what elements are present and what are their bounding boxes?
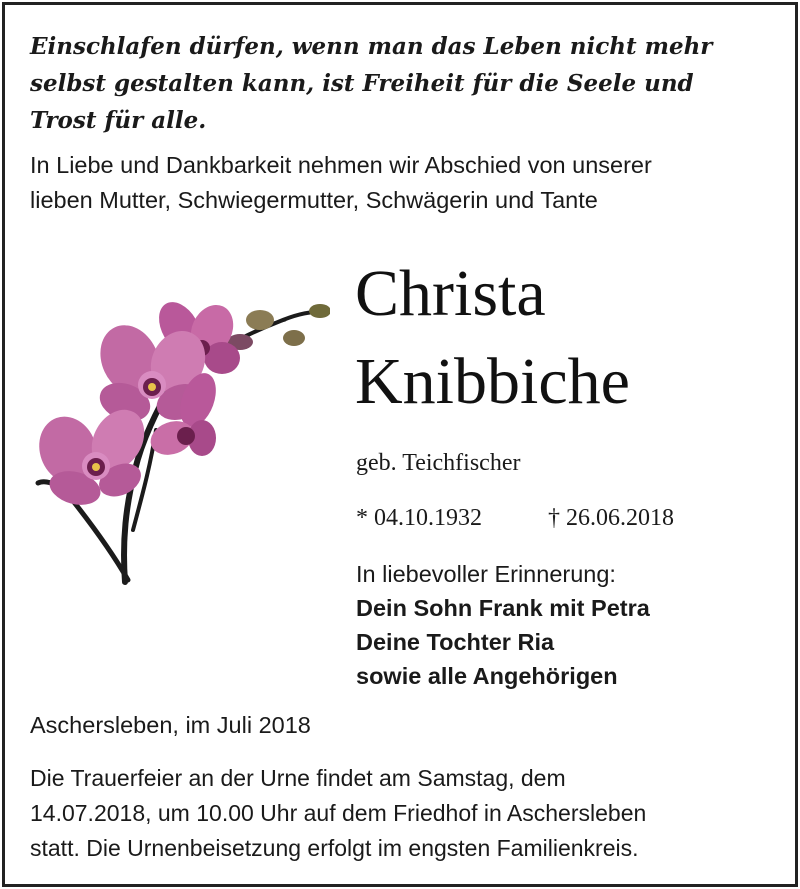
opening-quote [30,28,770,139]
quote-line: selbst gestalten kann, ist Freiheit für die Seele und [30,70,694,97]
orchid-bud [246,310,274,330]
place-and-date: Aschersleben, im Juli 2018 [30,712,311,738]
orchid-flower-icon [30,290,330,590]
mourners-block [356,557,650,693]
ceremony-line: statt. Die Urnenbeisetzung erfolgt im engsten Familienkreis. [30,835,639,861]
funeral-details [30,761,775,866]
orchid-blossom [30,400,155,510]
ceremony-line: 14.07.2018, um 10.00 Uhr auf dem Friedhof in Aschersleben [30,800,647,826]
orchid-bud [309,304,330,318]
farewell-intro [30,148,770,218]
ceremony-line: Die Trauerfeier an der Urne findet am Samstag, dem [30,765,566,791]
orchid-bud [283,330,305,346]
first-name: Christa [355,257,546,330]
mourner-line: Deine Tochter Ria [356,629,555,655]
life-dates [356,502,776,534]
intro-line: lieben Mutter, Schwiegermutter, Schwägerin und Tante [30,187,598,213]
mourner-line: Dein Sohn Frank mit Petra [356,595,650,621]
memory-heading: In liebevoller Erinnerung: [356,561,616,587]
death-date: † 26.06.2018 [548,505,674,531]
birth-date: * 04.10.1932 [356,505,482,531]
last-name: Knibbiche [355,345,630,418]
intro-line: In Liebe und Dankbarkeit nehmen wir Abschied von unserer [30,152,652,178]
quote-line: Trost für alle. [30,107,207,134]
birth-name: geb. Teichfischer [356,450,521,476]
mourner-line: sowie alle Angehörigen [356,663,618,689]
deceased-name [355,250,630,426]
quote-line: Einschlafen dürfen, wenn man das Leben nicht mehr [30,33,713,60]
